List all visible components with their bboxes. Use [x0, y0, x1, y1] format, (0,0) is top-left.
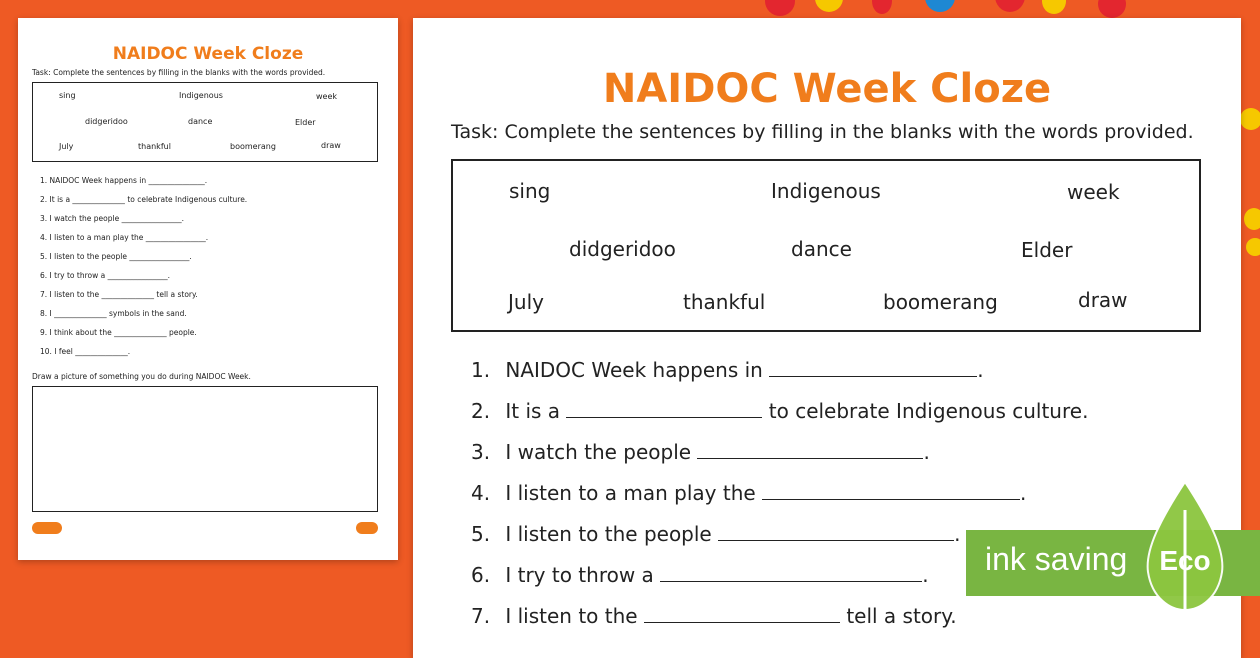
thumbnail-word: sing	[59, 91, 76, 100]
answer-blank[interactable]	[718, 526, 954, 541]
thumbnail-question: 5. I listen to the people ________________.	[40, 252, 192, 261]
thumbnail-question: 2. It is a ______________ to celebrate Indigenous culture.	[40, 195, 248, 204]
decor-dot	[1098, 0, 1126, 18]
word-bank-item: Indigenous	[771, 179, 881, 203]
decor-dot	[1244, 208, 1260, 230]
decor-dot	[1042, 0, 1066, 14]
answer-blank[interactable]	[697, 444, 923, 459]
question-item	[471, 399, 1088, 440]
thumbnail-word: dance	[188, 117, 213, 126]
decor-dot	[872, 0, 892, 14]
thumbnail-word: draw	[321, 141, 341, 150]
question-item	[471, 604, 1088, 645]
question-number: 4.	[471, 481, 491, 505]
thumbnail-draw-box	[32, 386, 378, 512]
thumbnail-word: thankful	[138, 142, 171, 151]
eco-leaf-icon	[1140, 480, 1230, 620]
thumbnail-task: Task: Complete the sentences by filling in the blanks with the words provided.	[32, 68, 326, 77]
worksheet-task: Task: Complete the sentences by filling in the blanks with the words provided.	[451, 121, 1194, 143]
word-bank-item: sing	[509, 179, 551, 203]
question-item	[471, 481, 1088, 522]
question-number: 6.	[471, 563, 491, 587]
answer-blank[interactable]	[566, 403, 762, 418]
question-number: 5.	[471, 522, 491, 546]
question-number: 1.	[471, 358, 491, 382]
thumbnail-question: 6. I try to throw a ________________.	[40, 271, 170, 280]
thumbnail-word-bank	[32, 82, 378, 162]
thumbnail-title: NAIDOC Week Cloze	[112, 44, 304, 64]
decor-dot	[1246, 238, 1260, 256]
decor-dot	[815, 0, 843, 12]
answer-blank[interactable]	[644, 608, 840, 623]
ink-saving-label: ink saving	[985, 541, 1128, 577]
thumbnail-word: July	[59, 142, 74, 151]
question-text: tell a story.	[846, 604, 957, 628]
question-text: I try to throw a	[505, 563, 654, 587]
question-number: 3.	[471, 440, 491, 464]
question-text: I listen to the people	[505, 522, 712, 546]
question-text: NAIDOC Week happens in	[505, 358, 763, 382]
decor-dot	[925, 0, 955, 12]
question-list	[471, 358, 1088, 645]
decor-dot	[995, 0, 1025, 12]
question-text: It is a	[505, 399, 561, 423]
thumbnail-question: 9. I think about the ______________ people.	[40, 328, 197, 337]
answer-blank[interactable]	[769, 362, 977, 377]
thumbnail-question: 4. I listen to a man play the ________________.	[40, 233, 209, 242]
question-text: I listen to a man play the	[505, 481, 756, 505]
word-bank-item: thankful	[683, 290, 766, 314]
thumbnail-word: didgeridoo	[85, 117, 128, 126]
brand-logo	[32, 522, 62, 534]
question-text: .	[923, 440, 930, 464]
thumbnail-question-list	[40, 176, 247, 366]
question-text: .	[922, 563, 929, 587]
eco-tag: Eco	[1159, 545, 1211, 576]
thumbnail-question: 10. I feel ______________.	[40, 347, 131, 356]
question-text: .	[954, 522, 961, 546]
word-bank-item: boomerang	[883, 290, 998, 314]
brand-logo	[356, 522, 378, 534]
thumbnail-word: week	[316, 92, 338, 101]
question-number: 7.	[471, 604, 491, 628]
thumbnail-word: boomerang	[230, 142, 276, 151]
word-bank-item: week	[1067, 180, 1120, 204]
question-item	[471, 358, 1088, 399]
word-bank-item: didgeridoo	[569, 237, 676, 261]
word-bank	[451, 159, 1201, 332]
question-item	[471, 440, 1088, 481]
question-text: .	[977, 358, 984, 382]
word-bank-item: Elder	[1021, 238, 1073, 262]
word-bank-item: draw	[1078, 288, 1128, 312]
decor-dot	[765, 0, 795, 16]
answer-blank[interactable]	[660, 567, 922, 582]
thumbnail-question: 1. NAIDOC Week happens in _______________.	[40, 176, 208, 185]
question-number: 2.	[471, 399, 491, 423]
word-bank-item: dance	[791, 237, 852, 261]
thumbnail-question: 8. I ______________ symbols in the sand.	[40, 309, 187, 318]
thumbnail-word: Elder	[295, 118, 316, 127]
thumbnail-question: 3. I watch the people ________________.	[40, 214, 184, 223]
question-text: I watch the people	[505, 440, 692, 464]
decor-dot	[1240, 108, 1260, 130]
word-bank-item: July	[508, 290, 544, 314]
answer-blank[interactable]	[762, 485, 1020, 500]
question-text: to celebrate Indigenous culture.	[768, 399, 1089, 423]
worksheet-title: NAIDOC Week Cloze	[602, 66, 1052, 112]
thumbnail-draw-prompt: Draw a picture of something you do during NAIDOC Week.	[32, 372, 251, 381]
worksheet-thumbnail	[18, 18, 398, 560]
thumbnail-question: 7. I listen to the ______________ tell a story.	[40, 290, 198, 299]
thumbnail-word: Indigenous	[179, 91, 223, 100]
question-text: I listen to the	[505, 604, 638, 628]
question-text: .	[1020, 481, 1027, 505]
